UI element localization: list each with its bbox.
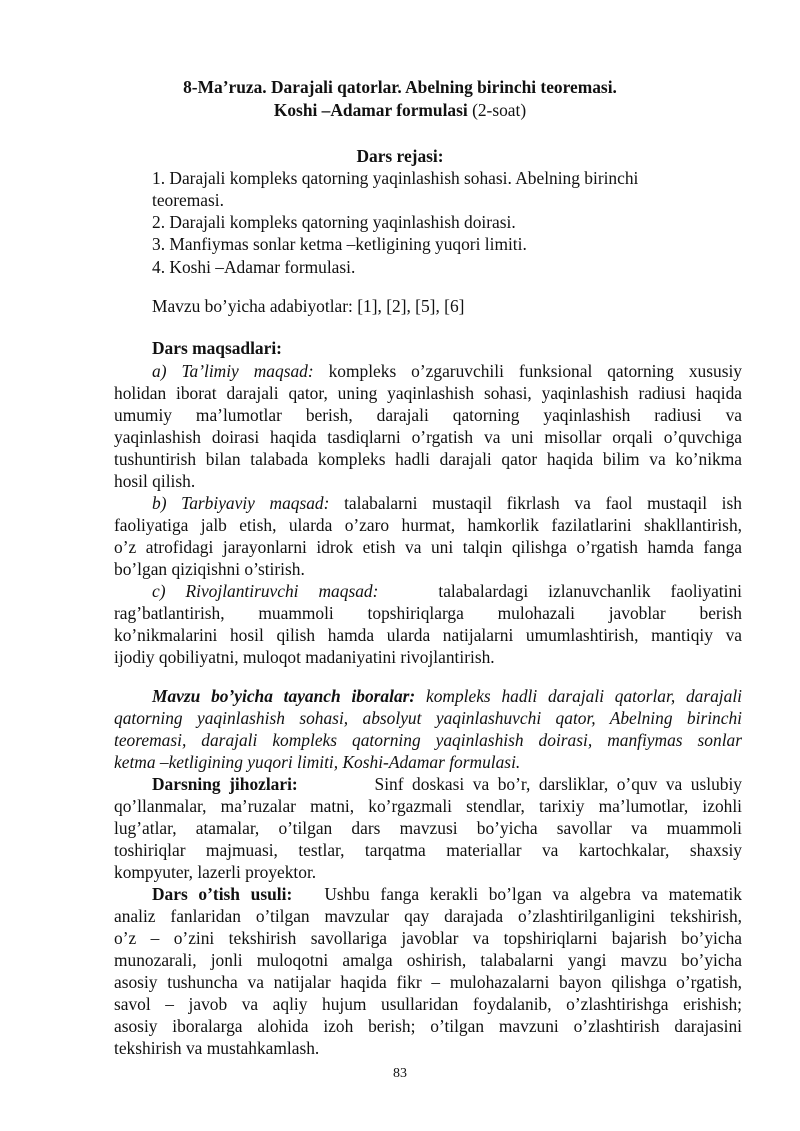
- goal-b-label: b) Tarbiyaviy maqsad:: [152, 493, 330, 513]
- plan-item: teoremasi.: [152, 190, 224, 210]
- equipment-line: toshiriqlar majmuasi, testlar, tarqatma materiallar va kartochkalar, shaxsiy: [114, 840, 742, 860]
- goal-a-label: a) Ta’limiy maqsad:: [152, 361, 314, 381]
- goal-b-line: faoliyatiga jalb etish, ularda o’zaro hurmat, hamkorlik fazilatlarini shakllantirish,: [114, 515, 742, 535]
- plan-item: 1. Darajali kompleks qatorning yaqinlashish sohasi. Abelning birinchi: [152, 168, 639, 188]
- method-line: analiz fanlaridan o’tilgan mavzular qay darajada o’zlashtirilganligini tekshirish,: [114, 906, 742, 926]
- plan-heading: Dars rejasi:: [356, 146, 444, 166]
- goal-a-line: yaqinlashish doirasi haqida tasdiqlarni o’rgatish va uni misollar orqali o’quvchiga: [114, 427, 742, 447]
- keywords-label: Mavzu bo’yicha tayanch iboralar:: [152, 686, 416, 706]
- goal-a-line: umumiy ma’lumotlar berish, darajali qatorning yaqinlashish radiusi va: [114, 405, 742, 425]
- equipment-first-line: Darsning jihozlari: Sinf doskasi va bo’r, darsliklar, o’quv va uslubiy: [152, 774, 742, 794]
- goals-heading: Dars maqsadlari:: [152, 338, 282, 358]
- method-line: tekshirish va mustahkamlash.: [114, 1038, 320, 1058]
- goal-a-line: tushuntirish bilan talabada kompleks hadli darajali qator haqida bilim va ko’nikma: [114, 449, 742, 469]
- lecture-title-line1: 8-Ma’ruza. Darajali qatorlar. Abelning birinchi teoremasi.: [183, 77, 617, 97]
- method-line: savol – javob va aqliy hujum usullaridan foydalanib, o’zlashtirishga erishish;: [114, 994, 742, 1014]
- equipment-label: Darsning jihozlari:: [152, 774, 298, 794]
- lecture-title-formula: Koshi –Adamar formulasi: [273, 100, 468, 120]
- plan-item: 2. Darajali kompleks qatorning yaqinlashish doirasi.: [152, 212, 516, 232]
- goal-b-first-line: b) Tarbiyaviy maqsad: talabalarni mustaqil fikrlash va faol mustaqil ish: [152, 493, 742, 513]
- keywords-line: ketma –ketligining yuqori limiti, Koshi-Adamar formulasi.: [114, 752, 521, 772]
- goal-b-line: o’z atrofidagi jarayonlarni idrok etish va uni talqin qilishga o’rgatish hamda fanga: [114, 537, 742, 557]
- goal-a-first-line: a) Ta’limiy maqsad: kompleks o’zgaruvchili funksional qatorning xususiy: [152, 361, 742, 381]
- method-line: munozarali, jonli muloqotni amalga oshirish, talabalarni yangi mavzu bo’yicha: [114, 950, 742, 970]
- equipment-line: kompyuter, lazerli proyektor.: [114, 862, 317, 882]
- plan-item: 3. Manfiymas sonlar ketma –ketligining yuqori limiti.: [152, 234, 527, 254]
- method-line: asosiy iboralarga alohida izoh berish; o’tilgan mavzuni o’zlashtirish darajasini: [114, 1016, 742, 1036]
- goal-c-line: rag’batlantirish, muammoli topshiriqlarga mulohazali javoblar berish: [114, 603, 742, 623]
- goal-b-line: bo’lgan qiziqishni o’stirish.: [114, 559, 305, 579]
- goal-a-line: holidan iborat darajali qator, uning yaqinlashish sohasi, yaqinlashish radiusi haqida: [114, 383, 742, 403]
- plan-item: 4. Koshi –Adamar formulasi.: [152, 257, 356, 277]
- goal-a-line: hosil qilish.: [114, 471, 196, 491]
- lecture-title-line2: [0, 99, 800, 121]
- method-label: Dars o’tish usuli:: [152, 884, 293, 904]
- keywords-first-line: Mavzu bo’yicha tayanch iboralar: kompleks hadli darajali qatorlar, darajali: [152, 686, 742, 706]
- method-first-line: Dars o’tish usuli: Ushbu fanga kerakli bo’lgan va algebra va matematik: [152, 884, 742, 904]
- literature-line: Mavzu bo’yicha adabiyotlar: [1], [2], [5], [6]: [152, 296, 465, 316]
- keywords-line: qatorning yaqinlashish sohasi, absolyut yaqinlashuvchi qator, Abelning birinchi: [114, 708, 742, 728]
- method-line: asosiy tushuncha va natijalar haqida fikr – mulohazalarni bayon qilishga o’rgatish,: [114, 972, 742, 992]
- goal-c-line: ko’nikmalarini hosil qilish hamda ularda natijalarni umumlashtirish, mantiqiy va: [114, 625, 742, 645]
- goal-c-first-line: c) Rivojlantiruvchi maqsad: talabalardagi izlanuvchanlik faoliyatini: [152, 581, 742, 601]
- equipment-line: qo’llanmalar, ma’ruzalar matni, ko’rgazmali stendlar, tarixiy ma’lumotlar, izohli: [114, 796, 742, 816]
- page-number: 83: [393, 1066, 407, 1081]
- method-line: o’z – o’zini tekshirish savollariga javoblar va topshiriqlarni bajarish bo’yicha: [114, 928, 742, 948]
- goal-c-line: ijodiy qobiliyatni, muloqot madaniyatini rivojlantirish.: [114, 647, 495, 667]
- equipment-line: lug’atlar, atamalar, o’tilgan dars mavzusi bo’yicha savollar va muammoli: [114, 818, 742, 838]
- lecture-title-hours: (2-soat): [467, 100, 527, 120]
- keywords-line: teoremasi, darajali kompleks qatorning yaqinlashish doirasi, manfiymas sonlar: [114, 730, 742, 750]
- goal-c-label: c) Rivojlantiruvchi maqsad:: [152, 581, 379, 601]
